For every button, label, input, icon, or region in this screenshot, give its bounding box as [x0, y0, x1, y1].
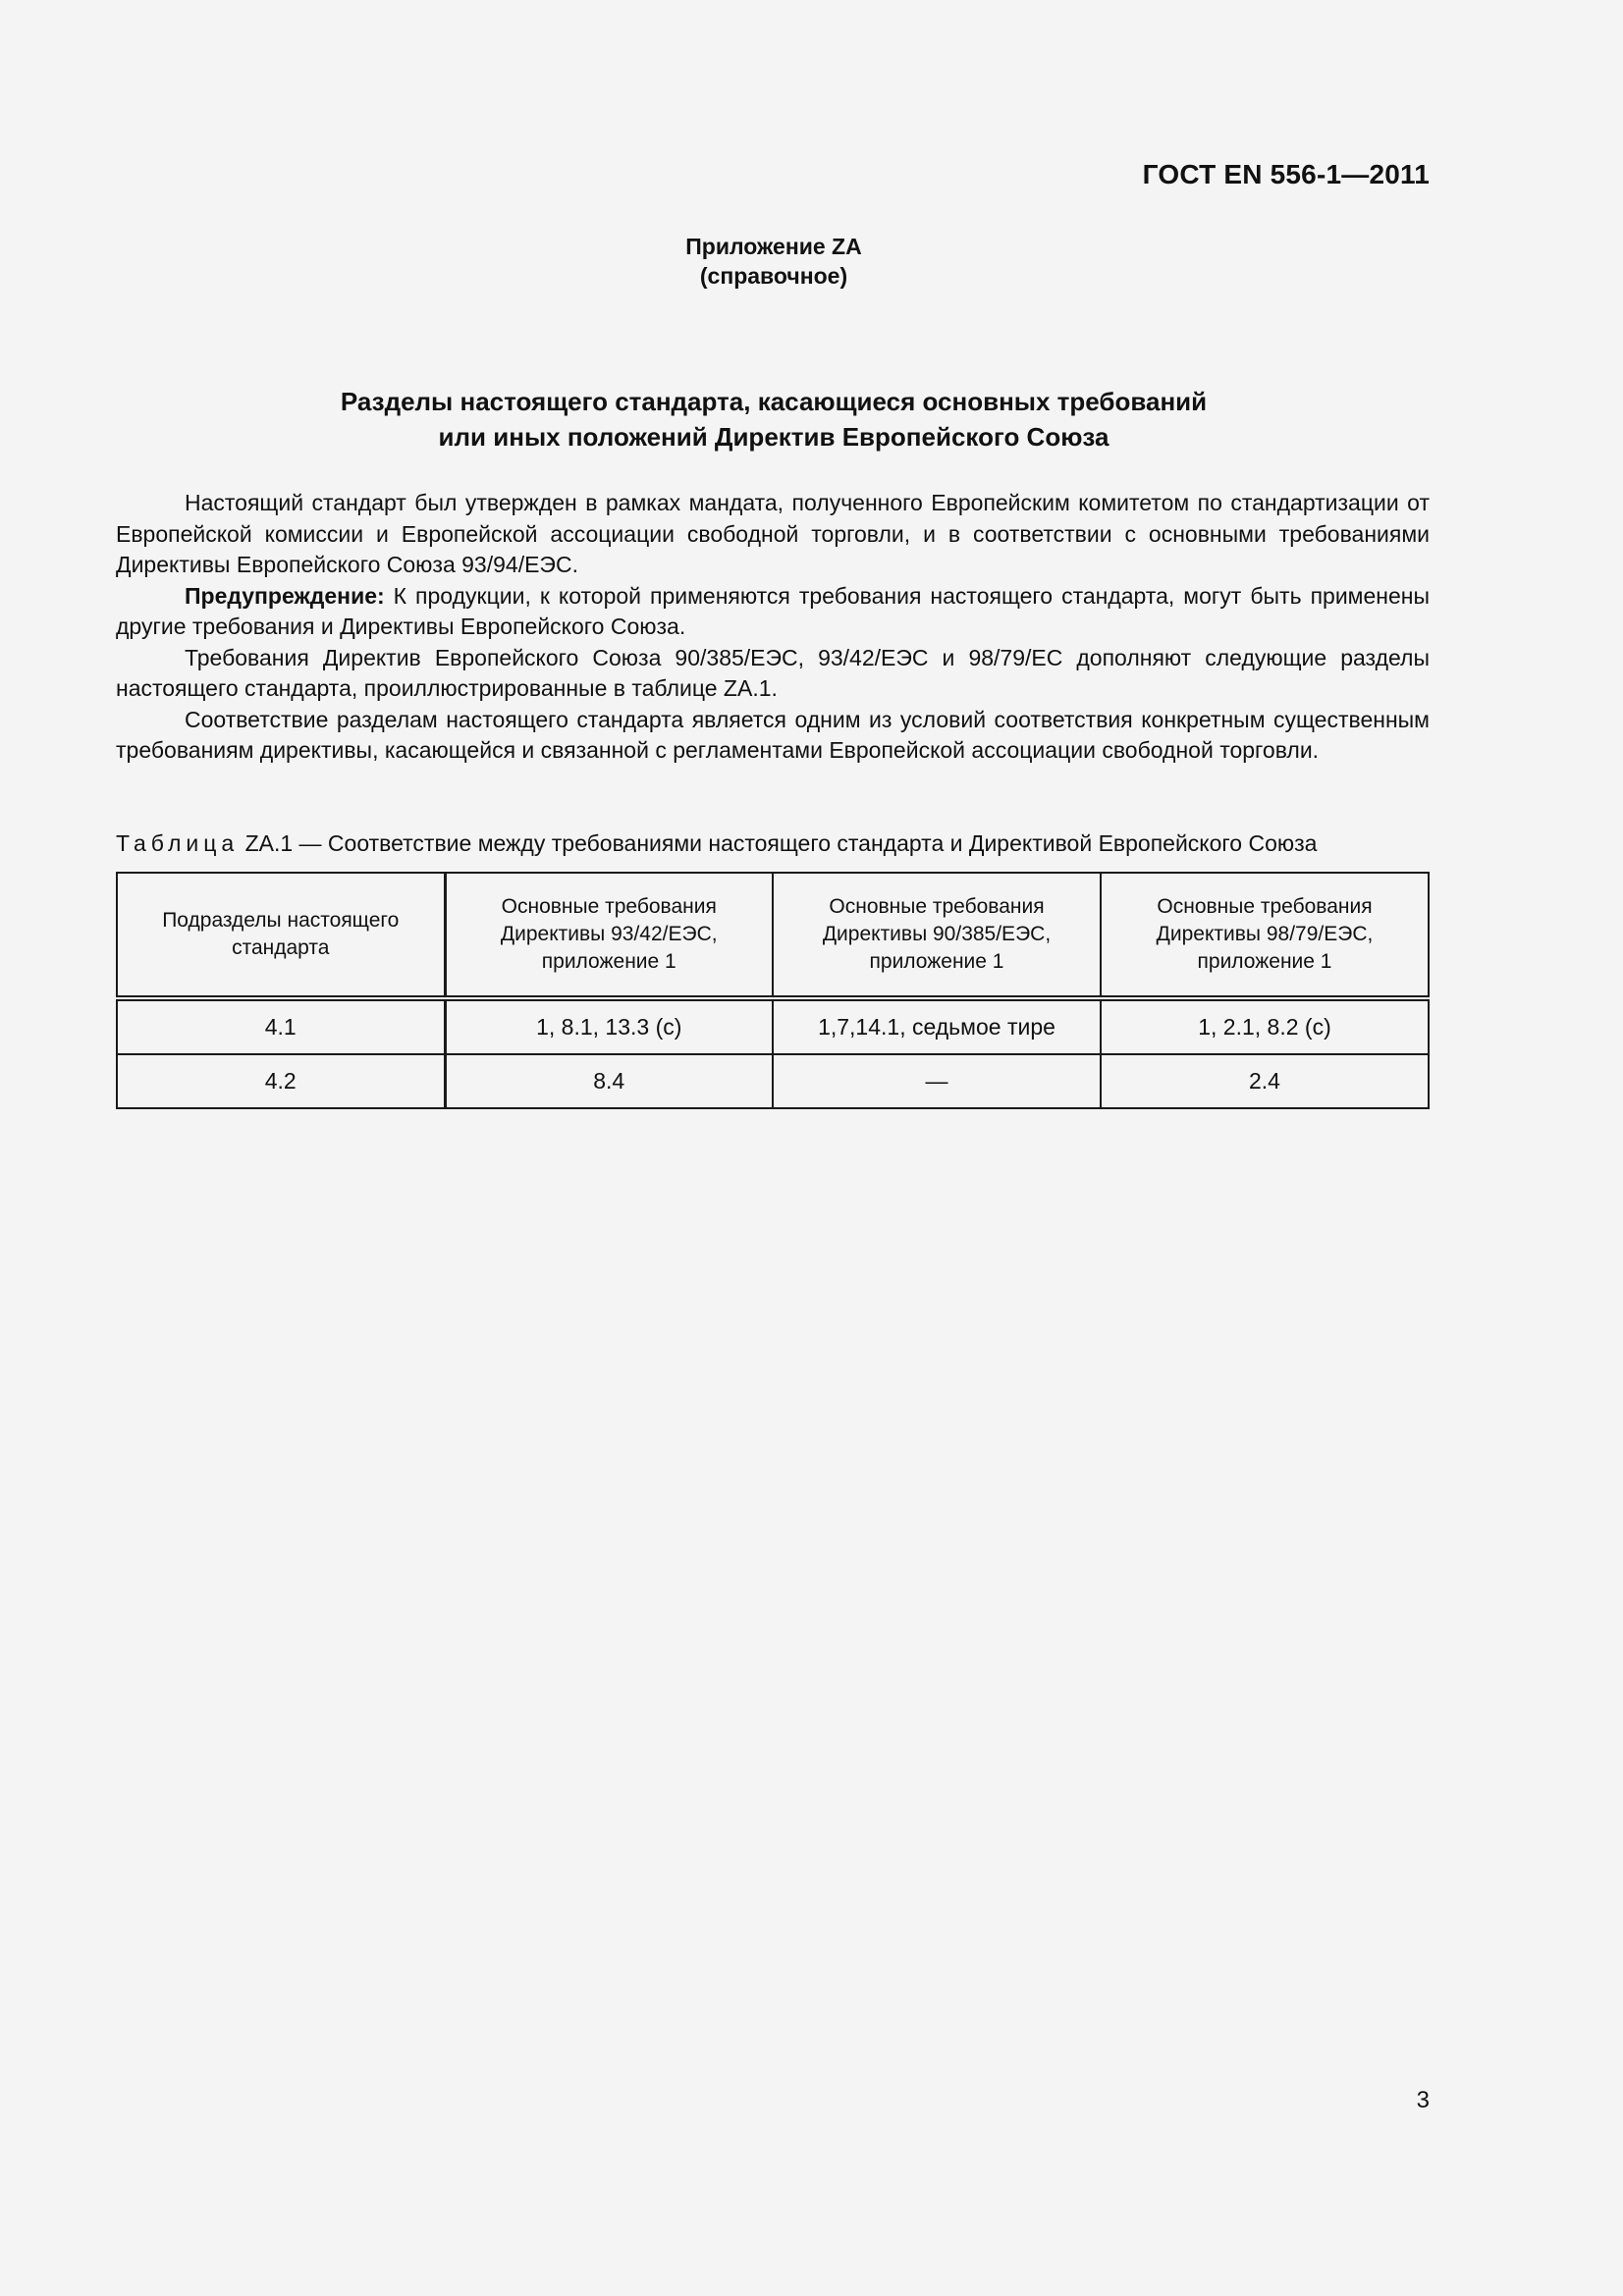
section-title-line-2: или иных положений Директив Европейского Союза [438, 422, 1109, 452]
warning-label: Предупреждение: [185, 582, 385, 609]
table-cell: 8.4 [445, 1054, 773, 1108]
document-code: ГОСТ EN 556-1—2011 [1142, 159, 1430, 189]
header-directive-93-42: Основные требования Директивы 93/42/ЕЭС, приложение 1 [445, 873, 773, 998]
annex-heading [0, 232, 1547, 291]
paragraph-mandate: Настоящий стандарт был утвержден в рамках мандата, полученного Европейским комитетом по стандартизации от Европейской комиссии и Европейской ассоциации свободной торговли, и в соответствии с основными требованиями Директивы Европейского Союза 93/94/ЕЭС. [116, 490, 1430, 577]
table-cell: 1, 8.1, 13.3 (c) [445, 998, 773, 1054]
header-directive-90-385: Основные требования Директивы 90/385/ЕЭС, приложение 1 [773, 873, 1101, 998]
table-caption-text: ZA.1 — Соответствие между требованиями настоящего стандарта и Директивой Европейского Союза [239, 830, 1318, 856]
warning-text: К продукции, к которой применяются требования настоящего стандарта, могут быть применены другие требования и Директивы Европейского Союза. [116, 582, 1430, 639]
table-cell: 4.2 [117, 1054, 445, 1108]
table-cell: 4.1 [117, 998, 445, 1054]
section-title-line-1: Разделы настоящего стандарта, касающиеся основных требований [340, 387, 1208, 416]
header-directive-98-79: Основные требования Директивы 98/79/ЕЭС, приложение 1 [1101, 873, 1429, 998]
table-cell: 2.4 [1101, 1054, 1429, 1108]
paragraph-conformity: Соответствие разделам настоящего стандарта является одним из условий соответствия конкретным существенным требованиям директивы, касающейся и связанной с регламентами Европейской ассоциации свободной торговли. [116, 706, 1430, 763]
table-header-row [117, 873, 1429, 998]
table-caption [116, 828, 1432, 858]
table-cell: 1, 2.1, 8.2 (c) [1101, 998, 1429, 1054]
paragraph-directives: Требования Директив Европейского Союза 90/385/ЕЭС, 93/42/ЕЭС и 98/79/ЕС дополняют следующие разделы настоящего стандарта, проиллюстрированные в таблице ZA.1. [116, 644, 1430, 701]
table-row [117, 1054, 1429, 1108]
table-cell: — [773, 1054, 1101, 1108]
table-caption-label: Таблица [116, 830, 240, 856]
table-cell: 1,7,14.1, седьмое тире [773, 998, 1101, 1054]
table-row [117, 998, 1429, 1054]
annex-title: Приложение ZA [685, 234, 862, 259]
section-title [0, 384, 1547, 454]
header-subsections: Подразделы настоящего стандарта [117, 873, 445, 998]
body-text [116, 488, 1430, 767]
correspondence-table [116, 872, 1430, 1109]
paragraph-warning [116, 581, 1430, 643]
annex-type: (справочное) [699, 263, 848, 289]
page-number: 3 [1416, 2087, 1430, 2113]
